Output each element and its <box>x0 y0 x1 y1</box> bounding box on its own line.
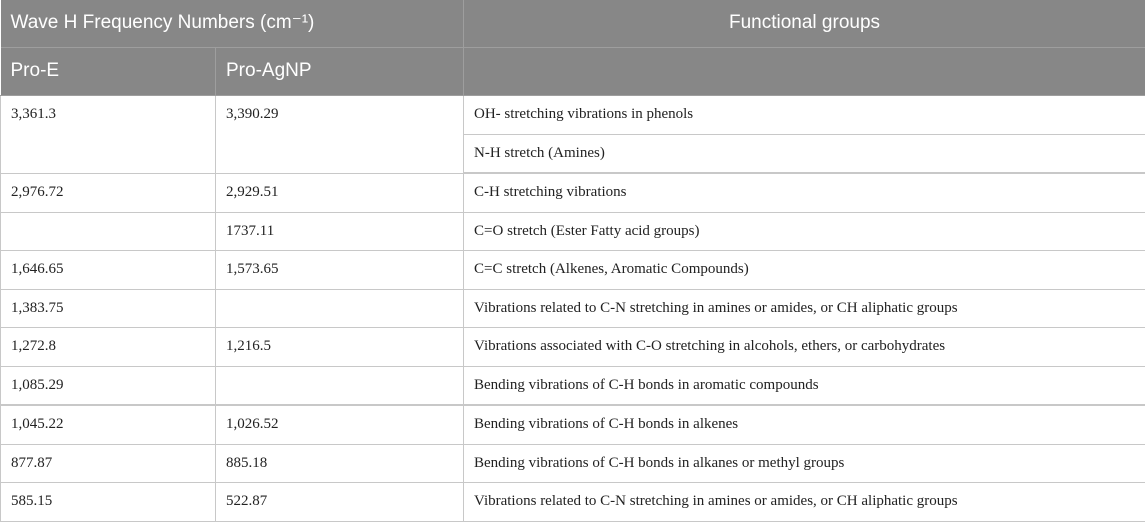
table-row <box>1 173 1145 212</box>
cell-pro-e: 1,272.8 <box>1 328 216 367</box>
cell-pro-e: 585.15 <box>1 483 216 522</box>
header-empty <box>464 48 1145 96</box>
table-row <box>1 444 1145 483</box>
table-row <box>1 328 1145 367</box>
cell-pro-e: 3,361.3 <box>1 96 216 174</box>
cell-pro-e: 1,085.29 <box>1 366 216 405</box>
cell-functional-group: OH- stretching vibrations in phenols <box>464 96 1145 135</box>
cell-functional-group: C=O stretch (Ester Fatty acid groups) <box>464 212 1145 251</box>
table-row <box>1 251 1145 290</box>
cell-functional-group: Bending vibrations of C-H bonds in alkanes or methyl groups <box>464 444 1145 483</box>
table-row <box>1 405 1145 444</box>
cell-functional-group: N-H stretch (Amines) <box>464 134 1145 173</box>
table-row <box>1 212 1145 251</box>
cell-pro-e: 1,646.65 <box>1 251 216 290</box>
cell-pro-e <box>1 212 216 251</box>
cell-functional-group: Vibrations related to C-N stretching in amines or amides, or CH aliphatic groups <box>464 483 1145 522</box>
table-row <box>1 366 1145 405</box>
cell-functional-group: Vibrations associated with C-O stretching in alcohols, ethers, or carbohydrates <box>464 328 1145 367</box>
table-row <box>1 483 1145 522</box>
cell-functional-group: Vibrations related to C-N stretching in amines or amides, or CH aliphatic groups <box>464 289 1145 328</box>
cell-pro-e: 1,045.22 <box>1 405 216 444</box>
cell-functional-group: C-H stretching vibrations <box>464 173 1145 212</box>
cell-pro-agnp <box>216 366 464 405</box>
cell-pro-agnp: 1737.11 <box>216 212 464 251</box>
cell-pro-e: 1,383.75 <box>1 289 216 328</box>
table-row <box>1 96 1145 135</box>
header-pro-e: Pro-E <box>1 48 216 96</box>
header-pro-agnp: Pro-AgNP <box>216 48 464 96</box>
cell-functional-group: Bending vibrations of C-H bonds in alkenes <box>464 405 1145 444</box>
table-row <box>1 289 1145 328</box>
cell-pro-agnp: 1,026.52 <box>216 405 464 444</box>
cell-pro-e: 877.87 <box>1 444 216 483</box>
header-functional-groups: Functional groups <box>464 0 1145 48</box>
cell-pro-agnp: 1,216.5 <box>216 328 464 367</box>
cell-pro-agnp: 3,390.29 <box>216 96 464 174</box>
cell-functional-group: Bending vibrations of C-H bonds in aromatic compounds <box>464 366 1145 405</box>
cell-pro-agnp <box>216 289 464 328</box>
cell-pro-agnp: 522.87 <box>216 483 464 522</box>
cell-pro-agnp: 885.18 <box>216 444 464 483</box>
cell-pro-e: 2,976.72 <box>1 173 216 212</box>
cell-pro-agnp: 2,929.51 <box>216 173 464 212</box>
cell-pro-agnp: 1,573.65 <box>216 251 464 290</box>
header-wave-frequency: Wave H Frequency Numbers (cm⁻¹) <box>1 0 464 48</box>
cell-functional-group: C=C stretch (Alkenes, Aromatic Compounds) <box>464 251 1145 290</box>
